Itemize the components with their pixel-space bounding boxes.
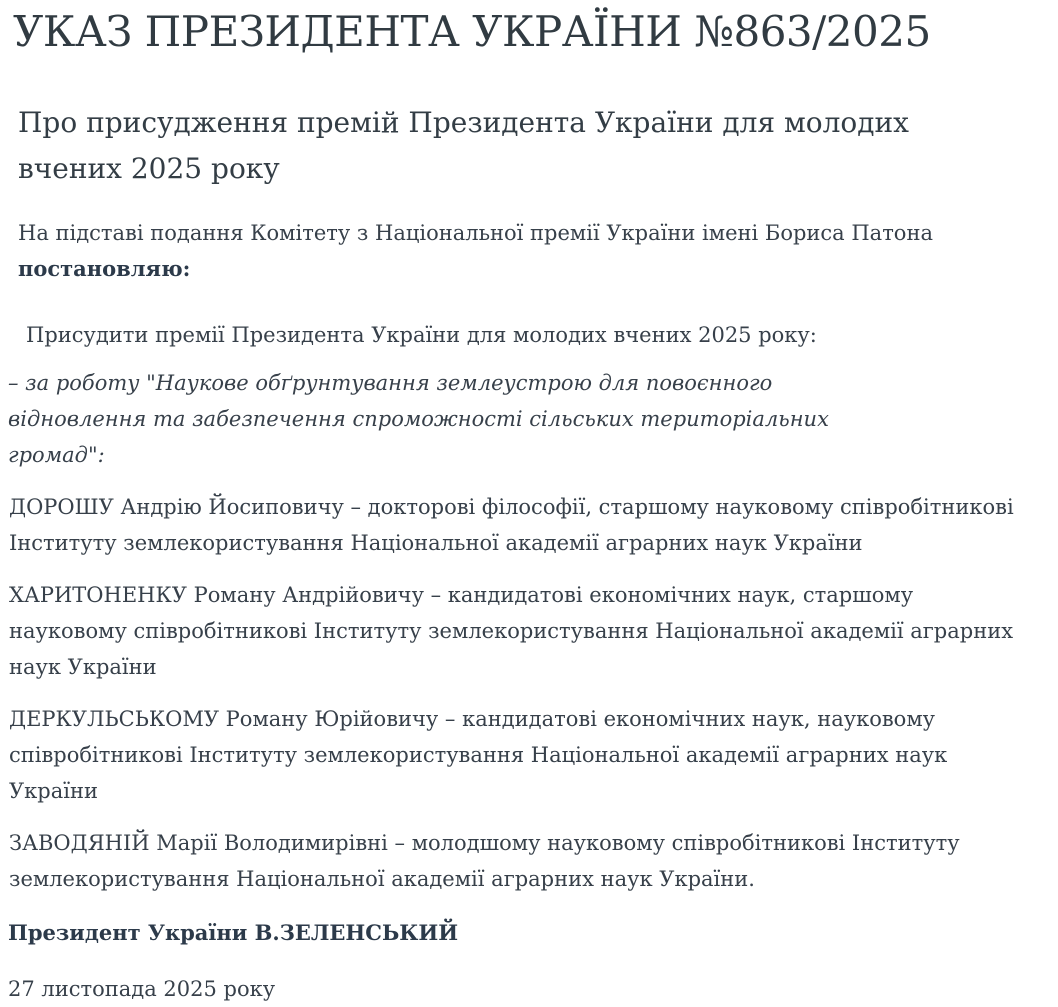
- decree-document: [8, 8, 1030, 1007]
- decree-date: 27 листопада 2025 року: [8, 976, 276, 1001]
- decree-title: УКАЗ ПРЕЗИДЕНТА УКРАЇНИ №863/2025: [13, 7, 931, 56]
- decree-preamble: [18, 215, 1028, 287]
- work-description-paragraph: – за роботу "Наукове обґрунтування землеустрою для повоєнного відновлення та забезпечення спроможності сільських територіальних громад":: [8, 370, 829, 467]
- preamble-resolution-word: постановляю:: [18, 255, 191, 281]
- laureate-entry-derkulskyi: ДЕРКУЛЬСЬКОМУ Роману Юрійовичу – кандидатові економічних наук, науковому співробітникові Інституту землекористування Національної академії аграрних наук України: [9, 706, 948, 803]
- laureate-entry-zavodianа: ЗАВОДЯНІЙ Марії Володимирівні – молодшому науковому співробітникові Інституту землекористування Національної академії аграрних наук України.: [9, 830, 960, 891]
- preamble-text: На підставі подання Комітету з Національної премії України імені Бориса Патона: [18, 220, 933, 245]
- laureate-entry-dorosh: ДОРОШУ Андрію Йосиповичу – докторові філософії, старшому науковому співробітникові Інституту землекористування Національної академії аграрних наук України: [9, 494, 1014, 555]
- decree-subtitle: Про присудження премій Президента України для молодих вчених 2025 року: [18, 106, 909, 186]
- laureate-entry-kharytonenko: ХАРИТОНЕНКУ Роману Андрійовичу – кандидатові економічних наук, старшому науковому співробітникові Інституту землекористування Національної академії аграрних наук України: [9, 582, 1014, 679]
- president-signature: Президент України В.ЗЕЛЕНСЬКИЙ: [8, 919, 459, 945]
- award-lead-paragraph: Присудити премії Президента України для молодих вчених 2025 року:: [26, 322, 817, 347]
